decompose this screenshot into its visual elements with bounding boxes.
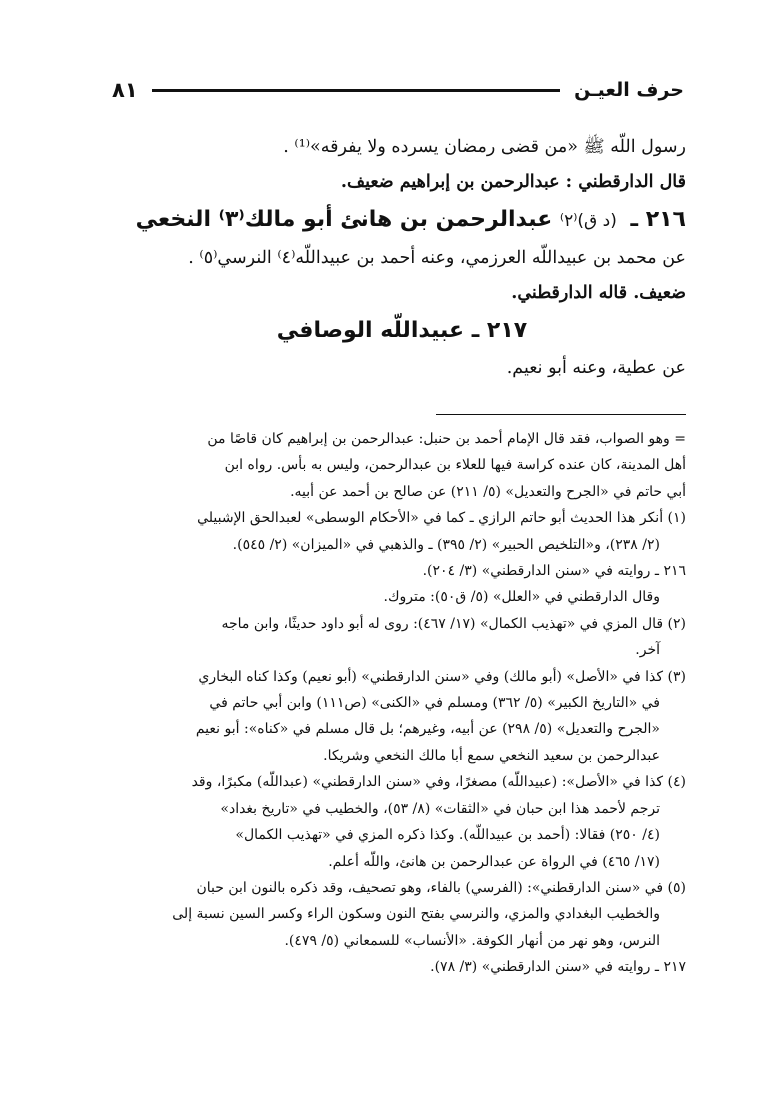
entry-sigla: (د ق)⁽٢⁾ — [559, 211, 617, 231]
entry-number: ٢١٦ ـ — [630, 207, 686, 232]
footnote-line: أبي حاتم في «الجرح والتعديل» (٥/ ٢١١) عن صالح بن أحمد عن أبيه. — [290, 483, 686, 500]
footnote-line: (٢/ ٢٣٨)، و«التلخيص الحبير» (٢/ ٣٩٥) ـ والذهبي في «الميزان» (٢/ ٥٤٥). — [232, 536, 660, 553]
footnote-line: ترجم لأحمد هذا ابن حبان في «الثقات» (٨/ ٥٣)، والخطيب في «تاريخ بغداد» — [220, 800, 660, 817]
footnote-line: آخر. — [635, 642, 660, 659]
entry-line: عن محمد بن عبيداللّه العرزمي، وعنه أحمد بن عبيداللّه⁽٤⁾ النرسي⁽٥⁾ . — [188, 248, 686, 268]
footnote-line: (١٧/ ٤٦٥) في الرواة عن عبدالرحمن بن هانئ، واللّه أعلم. — [328, 853, 660, 870]
footnote-line: (٣) كذا في «الأصل» (أبو مالك) وفي «سنن الدارقطني» (أبو نعيم) وكذا كناه البخاري — [198, 668, 686, 685]
footnote-line: (٥) في «سنن الدارقطني»: (الفرسي) بالفاء، وهو تصحيف، وقد ذكره بالنون ابن حبان — [196, 879, 686, 896]
entry-line: عن عطية، وعنه أبو نعيم. — [506, 358, 686, 378]
footnote-line: (٢) قال المزي في «تهذيب الكمال» (١٧/ ٤٦٧): روى له أبو داود حديثًا، وابن ماجه — [221, 615, 686, 632]
footnote-line: والخطيب البغدادي والمزي، والنرسي بفتح النون وسكون الراء وكسر السين نسبة إلى — [172, 906, 660, 923]
entry-217-heading: ٢١٧ ـ عبيداللّه الوصافي — [276, 318, 528, 343]
footnote-line: وقال الدارقطني في «العلل» (٥/ ق٥٠): متروك. — [383, 589, 660, 606]
footnote-line: (١) أنكر هذا الحديث أبو حاتم الرازي ـ كما في «الأحكام الوسطى» لعبدالحق الإشبيلي — [197, 510, 686, 527]
entry-name: عبدالرحمن بن هانئ أبو مالك⁽٣⁾ النخعي — [135, 207, 553, 232]
footnote-line: (٤) كذا في «الأصل»: (عبيداللّه) مصغرًا، وفي «سنن الدارقطني» (عبداللّه) مكبرًا، وقد — [191, 774, 686, 791]
footnote-line: = وهو الصواب، فقد قال الإمام أحمد بن حنبل: عبدالرحمن بن إبراهيم كان قاصًا من — [207, 431, 686, 447]
running-header — [112, 70, 684, 110]
body-line: قال الدارقطني : عبدالرحمن بن إبراهيم ضعيف. — [340, 172, 686, 192]
chapter-title: حرف العيـن — [574, 79, 684, 101]
footnote-line: «الجرح والتعديل» (٥/ ٢٩٨) عن أبيه، وغيرهم؛ بل قال مسلم في «كناه»: أبو نعيم — [195, 721, 660, 738]
entry-line: ضعيف. قاله الدارقطني. — [511, 283, 686, 303]
footnote-line: في «التاريخ الكبير» (٥/ ٣٦٢) ومسلم في «الكنى» (ص١١١) وابن أبي حاتم في — [209, 695, 660, 712]
entry-216-heading — [118, 200, 686, 241]
footnote-line: عبدالرحمن بن سعيد النخعي سمع أبا مالك النخعي وشريكا. — [323, 747, 660, 764]
header-rule — [152, 89, 560, 92]
footnote-line: النرس، وهو نهر من أنهار الكوفة. «الأنساب» للسمعاني (٥/ ٤٧٩). — [284, 932, 660, 949]
footnote-line: (٤/ ٢٥٠) فقالا: (أحمد بن عبيداللّه). وكذا ذكره المزي في «تهذيب الكمال» — [235, 827, 660, 844]
main-text — [118, 130, 686, 386]
body-line: رسول اللّه ﷺ «من قضى رمضان يسرده ولا يفرقه»⁽¹⁾ . — [283, 137, 686, 157]
page-number: ٨١ — [112, 78, 138, 102]
footnote-line: ٢١٦ ـ روايته في «سنن الدارقطني» (٣/ ٢٠٤). — [422, 563, 686, 580]
footnote-line: ٢١٧ ـ روايته في «سنن الدارقطني» (٣/ ٧٨). — [430, 959, 686, 976]
footnotes — [96, 426, 686, 981]
footnote-line: أهل المدينة، كان عنده كراسة فيها للعلاء بن عبدالرحمن، وليس به بأس. رواه ابن — [224, 457, 686, 474]
footnote-separator — [436, 414, 686, 415]
